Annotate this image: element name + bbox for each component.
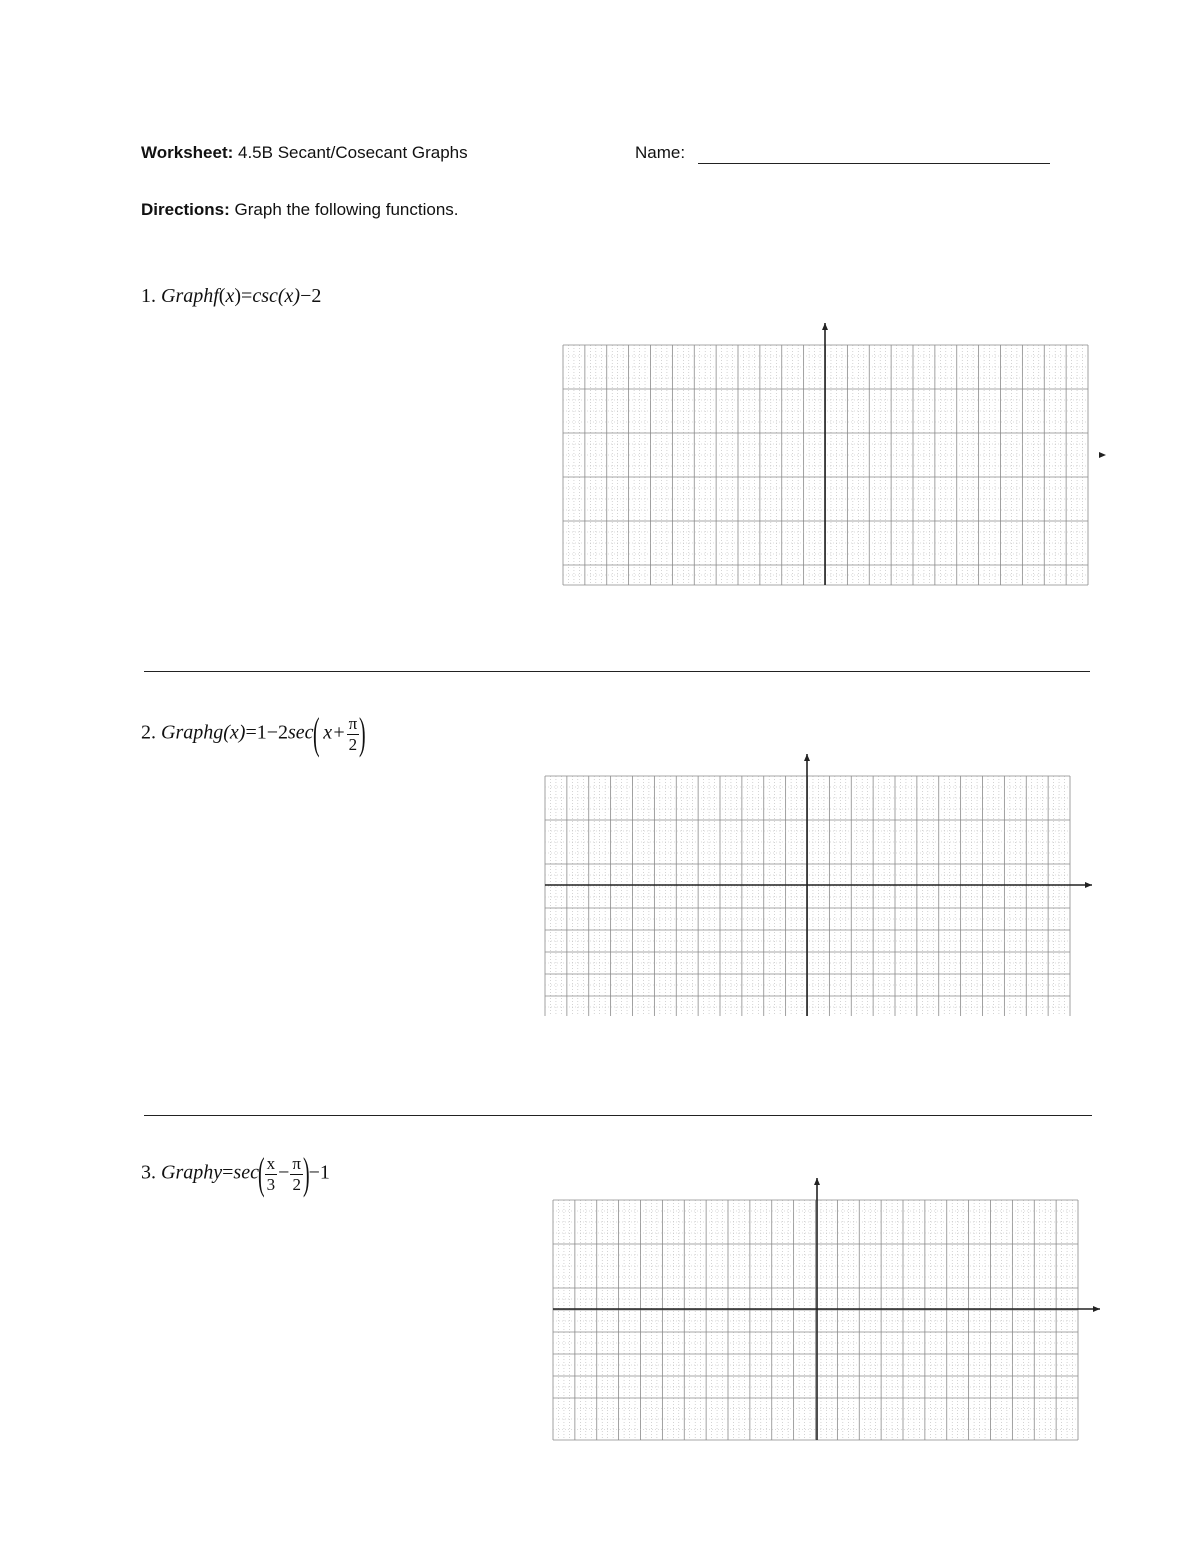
constant: −1 <box>308 1161 330 1184</box>
fraction-denominator: 2 <box>292 1174 301 1194</box>
trig-function: sec <box>233 1161 259 1184</box>
minus-sign: − <box>278 1161 290 1184</box>
x-axis-arrow-icon <box>1093 1306 1100 1312</box>
directions-text: Graph the following functions. <box>234 200 459 219</box>
problem-verb: Graph <box>161 285 214 307</box>
argument-variable: x+ <box>323 721 346 744</box>
fraction-denominator: 3 <box>266 1174 276 1194</box>
variable: (x) <box>223 721 246 744</box>
worksheet-title: 4.5B Secant/Cosecant Graphs <box>238 143 468 162</box>
fraction-numerator: π <box>292 1153 301 1173</box>
variable: x <box>225 285 235 307</box>
function-name: y <box>213 1161 223 1184</box>
left-paren: ( <box>312 709 320 758</box>
right-paren: ) <box>303 1149 310 1198</box>
argument: (x) <box>277 285 301 307</box>
name-label: Name: <box>635 143 686 162</box>
equals: =1−2 <box>245 721 288 744</box>
constant: −2 <box>300 285 322 307</box>
trig-function: sec <box>288 721 314 744</box>
fraction-numerator: π <box>348 713 358 733</box>
y-axis-arrow-icon <box>814 1178 820 1185</box>
left-paren: ( <box>257 1149 265 1198</box>
right-paren: ) <box>359 709 366 758</box>
function-name: f <box>213 285 219 307</box>
problem-verb: Graph <box>161 721 214 744</box>
problem-number: 2. <box>141 721 156 744</box>
trig-function: csc <box>252 285 278 307</box>
fraction-numerator: x <box>266 1153 276 1173</box>
problem-verb: Graph <box>161 1161 214 1184</box>
problem-number: 1. <box>141 285 156 307</box>
problem-number: 3. <box>141 1161 156 1184</box>
worksheet-label: Worksheet: <box>141 143 234 162</box>
equals: = <box>222 1161 234 1184</box>
function-name: g <box>213 721 224 744</box>
equals: = <box>241 285 253 307</box>
close-paren: ) <box>234 285 242 307</box>
directions-label: Directions: <box>141 200 230 219</box>
fraction-denominator: 2 <box>348 734 358 754</box>
open-paren: ( <box>218 285 226 307</box>
